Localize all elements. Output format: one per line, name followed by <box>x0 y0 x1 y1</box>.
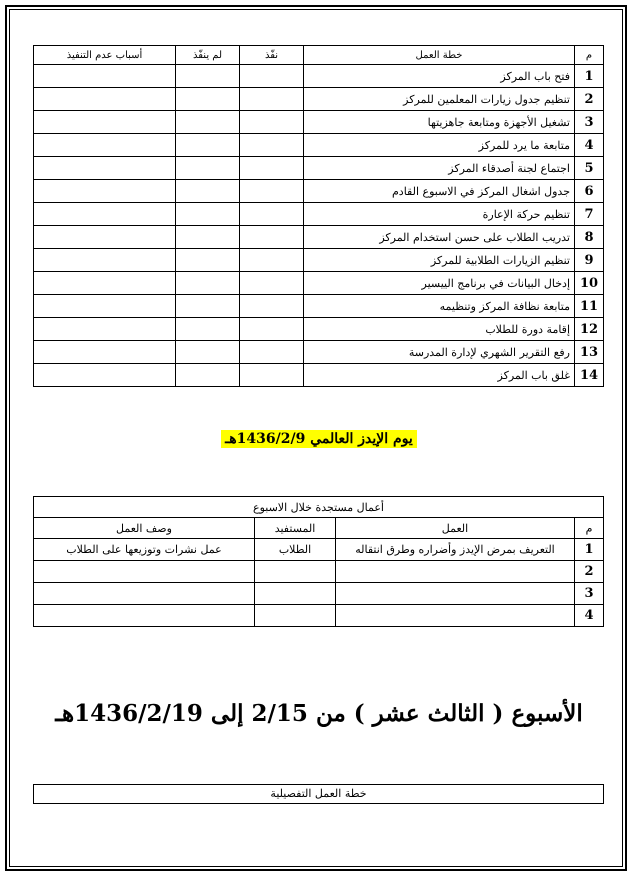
work-plan-header-row <box>34 46 604 65</box>
extra-row-description <box>34 605 255 627</box>
row-reason-cell <box>34 65 176 88</box>
row-not-done-cell <box>176 203 240 226</box>
row-reason-cell <box>34 272 176 295</box>
table-row <box>34 134 604 157</box>
row-num: 11 <box>575 295 604 318</box>
row-reason-cell <box>34 157 176 180</box>
header-not-done: لم ينفّذ <box>176 46 240 65</box>
table-row <box>34 364 604 387</box>
row-num: 7 <box>575 203 604 226</box>
row-done-cell <box>240 318 304 341</box>
row-task: متابعة ما يرد للمركز <box>304 134 575 157</box>
row-reason-cell <box>34 134 176 157</box>
table-row <box>34 203 604 226</box>
row-reason-cell <box>34 226 176 249</box>
row-reason-cell <box>34 111 176 134</box>
row-not-done-cell <box>176 65 240 88</box>
row-num: 2 <box>575 88 604 111</box>
row-task: جدول اشغال المركز في الاسبوع القادم <box>304 180 575 203</box>
row-not-done-cell <box>176 226 240 249</box>
row-task: تنظيم الزيارات الطلابية للمركز <box>304 249 575 272</box>
row-not-done-cell <box>176 364 240 387</box>
extra-row-num: 3 <box>575 583 604 605</box>
extra-row-work <box>336 605 575 627</box>
row-done-cell <box>240 249 304 272</box>
row-task: تدريب الطلاب على حسن استخدام المركز <box>304 226 575 249</box>
extra-work-caption: أعمال مستجدة خلال الاسبوع <box>34 497 604 518</box>
row-num: 12 <box>575 318 604 341</box>
row-done-cell <box>240 88 304 111</box>
extra-work-table <box>33 496 604 627</box>
row-done-cell <box>240 111 304 134</box>
row-task: تنظيم حركة الإعارة <box>304 203 575 226</box>
table-row <box>34 605 604 627</box>
row-task: اجتماع لجنة أصدقاء المركز <box>304 157 575 180</box>
extra-row-beneficiary <box>255 605 336 627</box>
extra-work-caption-row <box>34 497 604 518</box>
row-not-done-cell <box>176 341 240 364</box>
row-task: إقامة دورة للطلاب <box>304 318 575 341</box>
extra-row-work <box>336 583 575 605</box>
row-reason-cell <box>34 203 176 226</box>
row-num: 10 <box>575 272 604 295</box>
table-row <box>34 157 604 180</box>
table-row <box>34 180 604 203</box>
table-row <box>34 88 604 111</box>
row-reason-cell <box>34 318 176 341</box>
row-reason-cell <box>34 88 176 111</box>
row-num: 14 <box>575 364 604 387</box>
row-reason-cell <box>34 249 176 272</box>
extra-row-work <box>336 561 575 583</box>
row-reason-cell <box>34 295 176 318</box>
aids-day-banner <box>0 428 638 447</box>
row-task: رفع التقرير الشهري لإدارة المدرسة <box>304 341 575 364</box>
row-done-cell <box>240 272 304 295</box>
aids-day-text: يوم الإيدز العالمي 1436/2/9هـ <box>221 430 417 448</box>
row-num: 4 <box>575 134 604 157</box>
row-not-done-cell <box>176 88 240 111</box>
row-num: 9 <box>575 249 604 272</box>
row-task: تشغيل الأجهزة ومتابعة جاهزيتها <box>304 111 575 134</box>
extra-row-beneficiary <box>255 583 336 605</box>
table-row <box>34 539 604 561</box>
row-not-done-cell <box>176 318 240 341</box>
table-row <box>34 249 604 272</box>
row-reason-cell <box>34 180 176 203</box>
extra-row-work: التعريف بمرض الإيدز وأضراره وطرق انتقاله <box>336 539 575 561</box>
row-done-cell <box>240 157 304 180</box>
extra-row-beneficiary <box>255 561 336 583</box>
week-title: الأسبوع ( الثالث عشر ) من 2/15 إلى 1436/2/19هـ <box>55 700 583 727</box>
row-done-cell <box>240 295 304 318</box>
extra-row-num: 1 <box>575 539 604 561</box>
table-row <box>34 111 604 134</box>
header-reasons: أسباب عدم التنفيذ <box>34 46 176 65</box>
row-task: فتح باب المركز <box>304 65 575 88</box>
header-num: م <box>575 46 604 65</box>
row-num: 8 <box>575 226 604 249</box>
table-row <box>34 65 604 88</box>
row-done-cell <box>240 341 304 364</box>
row-done-cell <box>240 134 304 157</box>
row-num: 6 <box>575 180 604 203</box>
row-done-cell <box>240 364 304 387</box>
row-num: 1 <box>575 65 604 88</box>
row-done-cell <box>240 203 304 226</box>
row-not-done-cell <box>176 249 240 272</box>
table-row <box>34 272 604 295</box>
table-row <box>34 583 604 605</box>
header-task: خطة العمل <box>304 46 575 65</box>
row-done-cell <box>240 226 304 249</box>
extra-header-num: م <box>575 518 604 539</box>
row-reason-cell <box>34 341 176 364</box>
row-task: متابعة نظافة المركز وتنظيمه <box>304 295 575 318</box>
table-row <box>34 318 604 341</box>
row-task: إدخال البيانات في برنامج الييسير <box>304 272 575 295</box>
work-plan-table <box>33 45 604 387</box>
row-not-done-cell <box>176 180 240 203</box>
extra-row-num: 2 <box>575 561 604 583</box>
row-num: 5 <box>575 157 604 180</box>
extra-work-header-row <box>34 518 604 539</box>
row-done-cell <box>240 180 304 203</box>
row-not-done-cell <box>176 295 240 318</box>
row-num: 13 <box>575 341 604 364</box>
table-row <box>34 561 604 583</box>
table-row <box>34 295 604 318</box>
row-task: تنظيم جدول زيارات المعلمين للمركز <box>304 88 575 111</box>
table-row <box>34 341 604 364</box>
extra-header-work: العمل <box>336 518 575 539</box>
extra-row-description: عمل نشرات وتوزيعها على الطلاب <box>34 539 255 561</box>
extra-header-description: وصف العمل <box>34 518 255 539</box>
row-task: غلق باب المركز <box>304 364 575 387</box>
row-done-cell <box>240 65 304 88</box>
header-done: نفّذ <box>240 46 304 65</box>
extra-row-num: 4 <box>575 605 604 627</box>
row-num: 3 <box>575 111 604 134</box>
extra-row-beneficiary: الطلاب <box>255 539 336 561</box>
row-reason-cell <box>34 364 176 387</box>
extra-row-description <box>34 583 255 605</box>
row-not-done-cell <box>176 111 240 134</box>
row-not-done-cell <box>176 134 240 157</box>
extra-row-description <box>34 561 255 583</box>
row-not-done-cell <box>176 272 240 295</box>
detailed-plan-label: خطة العمل التفصيلية <box>33 784 604 804</box>
table-row <box>34 226 604 249</box>
row-not-done-cell <box>176 157 240 180</box>
extra-header-beneficiary: المستفيد <box>255 518 336 539</box>
